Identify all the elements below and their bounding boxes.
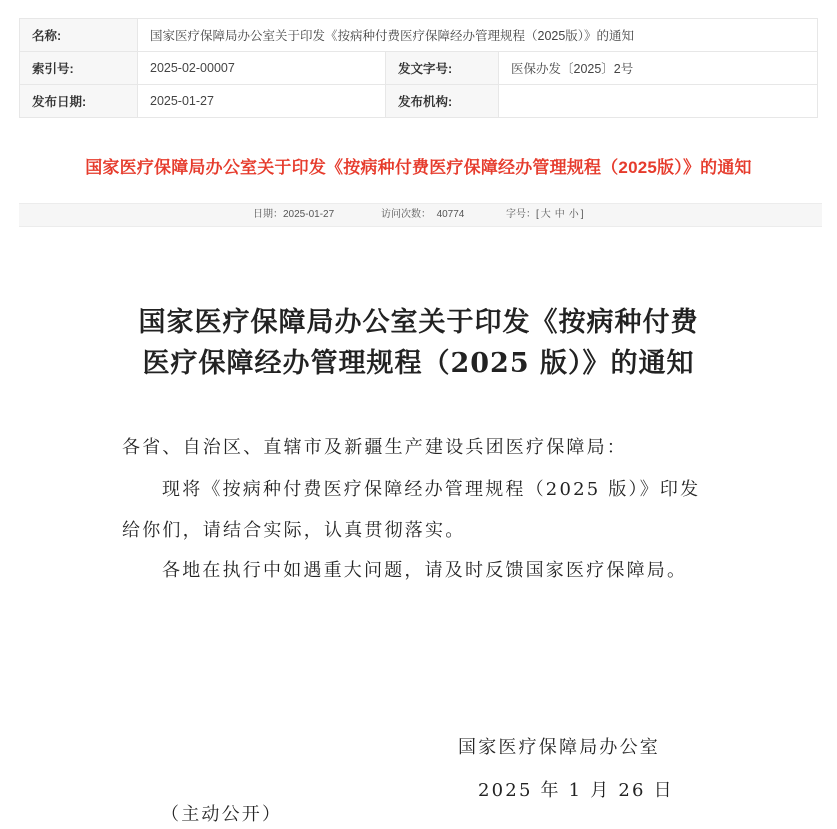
font-size-medium-link[interactable]: 中 [554, 209, 565, 220]
paragraph-1-line-1: 现将《按病种付费医疗保障经办管理规程（2025 版）》印发 [162, 479, 701, 500]
page-title: 国家医疗保障局办公室关于印发《按病种付费医疗保障经办管理规程（2025版）》的通知 [85, 158, 752, 177]
paragraph-1-line-2: 给你们，请结合实际，认真贯彻落实。 [122, 520, 466, 541]
document-title-line-1: 国家医疗保障局办公室关于印发《按病种付费 [138, 307, 699, 338]
metadata-row [20, 52, 818, 85]
index-label: 索引号: [20, 52, 138, 85]
docno-label: 发文字号: [386, 52, 499, 85]
font-size-large-link[interactable]: 大 [540, 209, 551, 220]
signature-date: 2025 年 1 月 26 日 [478, 780, 674, 801]
metadata-row [20, 85, 818, 118]
visit-count-value: 40774 [436, 209, 465, 220]
name-value: 国家医疗保障局办公室关于印发《按病种付费医疗保障经办管理规程（2025版）》的通知 [138, 19, 818, 52]
font-size-close: ] [580, 209, 584, 220]
visit-count [381, 204, 464, 226]
document-title-line-2: 医疗保障经办管理规程（2025 版）》的通知 [142, 348, 695, 379]
visit-count-label: 访问次数： [381, 209, 431, 220]
org-label: 发布机构: [386, 85, 499, 118]
metadata-table [19, 18, 818, 118]
signature-organization: 国家医疗保障局办公室 [458, 737, 660, 758]
name-label: 名称: [20, 19, 138, 52]
date-value: 2025-01-27 [138, 85, 386, 118]
index-value: 2025-02-00007 [138, 52, 386, 85]
font-size-small-link[interactable]: 小 [568, 209, 579, 220]
paragraph-2: 各地在执行中如遇重大问题，请及时反馈国家医疗保障局。 [162, 560, 688, 581]
font-size-control [506, 204, 584, 226]
publish-date: 日期：2025-01-27 [253, 209, 335, 220]
disclosure-note: （主动公开） [161, 804, 283, 825]
info-bar [19, 203, 822, 227]
date-label: 发布日期: [20, 85, 138, 118]
font-size-label: 字号：[ [506, 209, 539, 220]
org-value [499, 85, 818, 118]
salutation: 各省、自治区、直辖市及新疆生产建设兵团医疗保障局： [122, 437, 627, 458]
metadata-row [20, 19, 818, 52]
docno-value: 医保办发〔2025〕2号 [499, 52, 818, 85]
